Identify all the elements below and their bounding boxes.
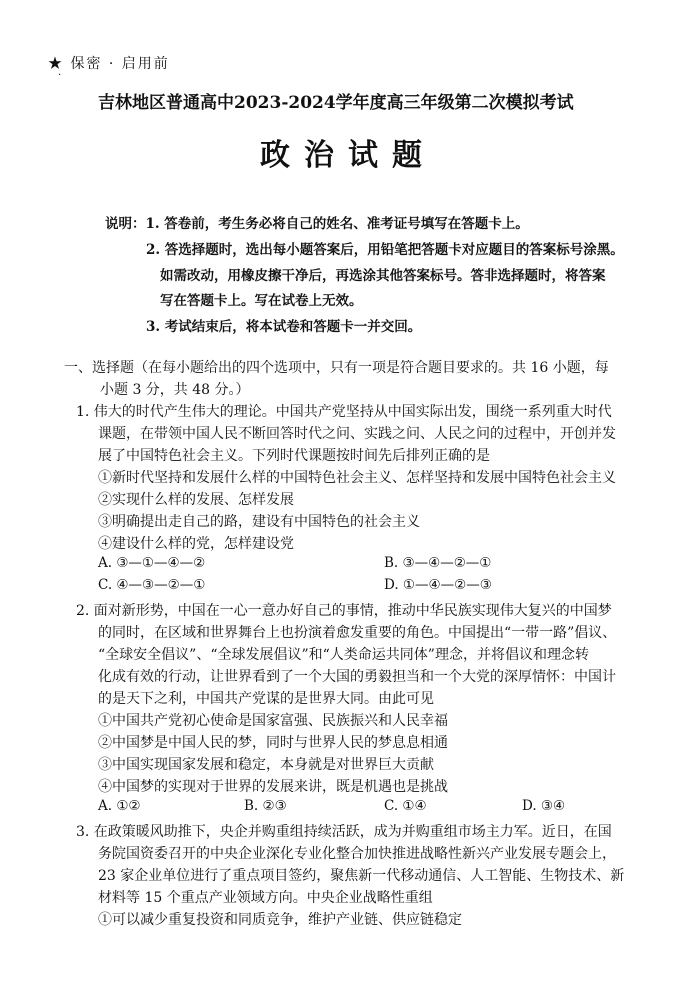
instruction-line: 写在答题卡上。写在试卷上无效。 xyxy=(160,293,363,309)
statement: ③明确提出走自己的路，建设有中国特色的社会主义 xyxy=(98,514,420,530)
option-a: A. ③—①—④—② xyxy=(98,555,206,571)
question-text: 展了中国特色社会主义。下列时代课题按时间先后排列正确的是 xyxy=(98,448,490,464)
exam-title: 吉林地区普通高中2023-2024学年度高三年级第二次模拟考试 xyxy=(98,93,574,113)
question-text: 化成有效的行动，让世界看到了一个大国的勇毅担当和一个大党的深厚情怀：中国计 xyxy=(98,669,616,685)
option-d: D. ①—④—②—③ xyxy=(384,577,492,593)
question-text: 1. 伟大的时代产生伟大的理论。中国共产党坚持从中国实际出发，围绕一系列重大时代 xyxy=(76,404,612,420)
question-text: 材料等 15 个重点产业领域方向。中央企业战略性重组 xyxy=(98,890,433,906)
instruction-line: 如需改动，用橡皮擦干净后，再选涂其他答案标号。答非选择题时，将答案 xyxy=(160,268,606,284)
question-text: 务院国资委召开的中央企业深化专业化整合加快推进战略性新兴产业发展专题会上， xyxy=(98,846,616,862)
option-c: C. ①④ xyxy=(384,798,427,814)
statement: ①中国共产党初心使命是国家富强、民族振兴和人民幸福 xyxy=(98,713,448,729)
confidential-label: ★ 保密 · 启用前 xyxy=(48,56,170,72)
margin-mark: · xyxy=(58,70,62,81)
instruction-line: 说明：1. 答卷前，考生务必将自己的姓名、准考证号填写在答题卡上。 xyxy=(105,216,529,232)
instruction-line: 3. 考试结束后，将本试卷和答题卡一并交回。 xyxy=(146,319,422,335)
section-heading-line: 小题 3 分，共 48 分。） xyxy=(100,382,250,398)
question-text: “全球安全倡议”、“全球发展倡议”和“人类命运共同体”理念，并将倡议和理念转 xyxy=(98,647,589,663)
section-heading-line: 一、选择题（在每小题给出的四个选项中，只有一项是符合题目要求的。共 16 小题，每 xyxy=(64,360,609,376)
statement: ④中国梦的实现对于世界的发展来讲，既是机遇也是挑战 xyxy=(98,779,448,795)
statement: ①新时代坚持和发展什么样的中国特色社会主义、怎样坚持和发展中国特色社会主义 xyxy=(98,470,616,486)
question-text: 的是天下之利，中国共产党谋的是世界大同。由此可见 xyxy=(98,691,434,707)
instruction-line: 2. 答选择题时，选出每小题答案后，用铅笔把答题卡对应题目的答案标号涂黑。 xyxy=(146,242,624,258)
statement: ②中国梦是中国人民的梦，同时与世界人民的梦息息相通 xyxy=(98,735,448,751)
question-text: 课题，在带领中国人民不断回答时代之问、实践之问、人民之问的过程中，开创并发 xyxy=(98,426,616,442)
option-c: C. ④—③—②—① xyxy=(98,577,206,593)
option-a: A. ①② xyxy=(98,798,141,814)
statement: ②实现什么样的发展、怎样发展 xyxy=(98,492,294,508)
statement: ①可以减少重复投资和同质竞争，维护产业链、供应链稳定 xyxy=(98,912,462,928)
option-b: B. ③—④—②—① xyxy=(384,555,492,571)
option-d: D. ③④ xyxy=(522,798,566,814)
question-text: 3. 在政策暖风助推下，央企并购重组持续活跃，成为并购重组市场主力军。近日，在国 xyxy=(76,824,612,840)
subject-title: 政治试题 xyxy=(260,138,436,173)
statement: ③中国实现国家发展和稳定，本身就是对世界巨大贡献 xyxy=(98,757,434,773)
option-b: B. ②③ xyxy=(244,798,287,814)
question-text: 23 家企业单位进行了重点项目签约，聚焦新一代移动通信、人工智能、生物技术、新 xyxy=(98,868,625,884)
statement: ④建设什么样的党，怎样建设党 xyxy=(98,536,294,552)
question-text: 的同时，在区域和世界舞台上也扮演着愈发重要的角色。中国提出“一带一路”倡议、 xyxy=(98,625,617,641)
question-text: 2. 面对新形势，中国在一心一意办好自己的事情，推动中华民族实现伟大复兴的中国梦 xyxy=(76,603,612,619)
